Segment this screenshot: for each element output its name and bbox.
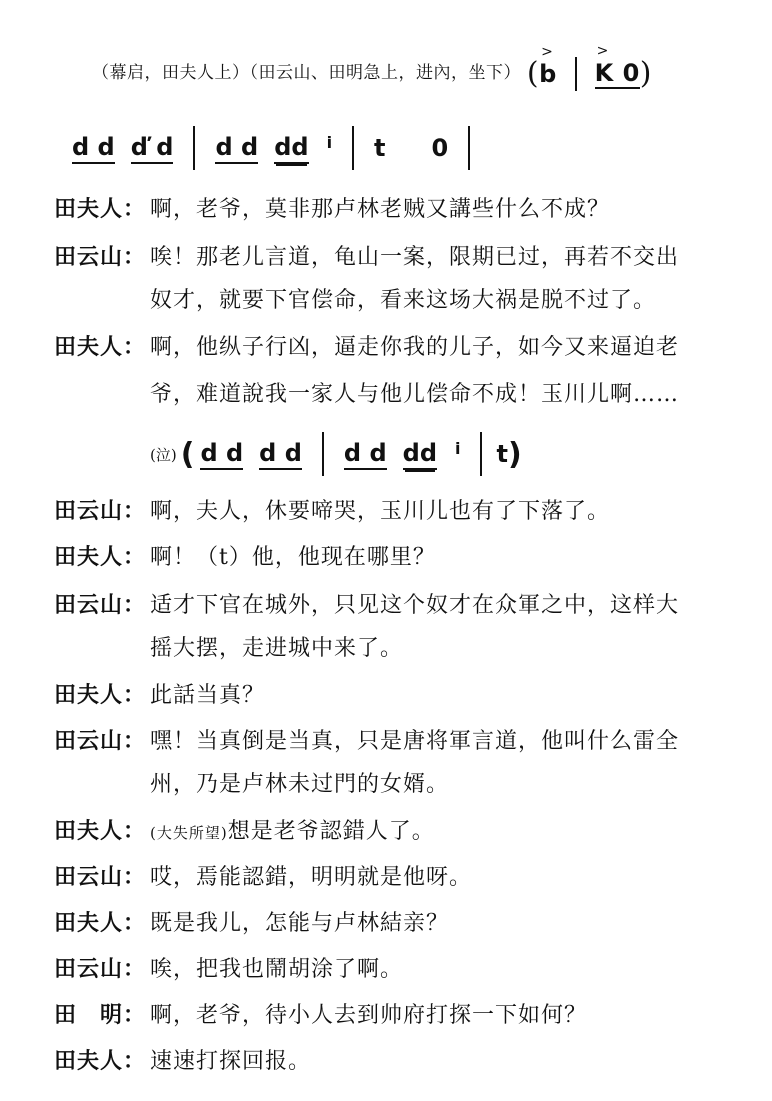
line-text: 嘿！当真倒是当真，只是唐将軍言道，他叫什么雷全 — [150, 729, 680, 754]
measure-bar — [322, 432, 324, 476]
speaker: 田夫人： — [54, 682, 147, 708]
percussion-notation-1 — [66, 126, 484, 170]
line-continuation: 奴才，就要下官偿命，看来这场大祸是脱不过了。 — [150, 288, 657, 313]
speaker: 田夫人： — [54, 334, 147, 360]
measure-bar — [480, 432, 482, 476]
measure-2 — [209, 133, 338, 164]
dialogue-line — [54, 806, 435, 858]
line-continuation: 摇大摆，走进城中来了。 — [150, 636, 404, 661]
dialogue-line — [54, 944, 403, 995]
notation-open-paren: ( — [180, 436, 195, 472]
speaker: 田云山： — [54, 864, 147, 890]
speaker: 田云山： — [54, 498, 147, 524]
percussion-close-paren: ) — [639, 56, 652, 91]
note-superscript: i — [326, 132, 333, 152]
line-text: 啊！（t）他，他现在哪里？ — [150, 545, 436, 570]
line-continuation: 爷，难道說我一家人与他儿偿命不成！玉川儿啊…… — [150, 382, 680, 407]
note: d d — [72, 133, 115, 164]
measure-bar — [352, 126, 354, 170]
speaker: 田云山： — [54, 956, 147, 982]
note: dd — [403, 439, 437, 470]
stage-direction-text: （幕启，田夫人上）（田云山、田明急上，进內，坐下） — [92, 63, 521, 83]
line-text: 啊，老爷，莫非那卢林老贼又講些什么不成？ — [150, 197, 611, 222]
dialogue-line — [54, 670, 265, 721]
accent-mark: > — [541, 43, 554, 60]
speaker: 田云山： — [54, 592, 147, 618]
note: 0 — [431, 134, 449, 162]
accent-mark: > — [596, 42, 609, 59]
stage-cue: (泣) — [150, 445, 177, 464]
percussion-note-k0: > K 0 — [594, 42, 640, 87]
dialogue-line — [54, 486, 610, 537]
dialogue-line — [54, 184, 610, 235]
line-text: 啊，夫人，休要啼哭，玉川儿也有了下落了。 — [150, 499, 611, 524]
speaker: 田夫人： — [54, 196, 147, 222]
note: d d — [215, 133, 258, 164]
line-text: 啊，他纵子行凶，逼走你我的儿子，如今又来逼迫老 — [150, 335, 680, 360]
note: dd — [274, 133, 308, 164]
note: t — [374, 134, 386, 162]
line-continuation: 州，乃是卢林未过門的女婿。 — [150, 772, 450, 797]
measure-2 — [338, 439, 467, 470]
measure-1 — [66, 133, 179, 164]
stage-cue: (大失所望) — [150, 824, 228, 842]
measure-1 — [194, 439, 307, 470]
notation-close-paren: ) — [507, 436, 522, 472]
percussion-open-paren: ( — [526, 56, 540, 91]
percussion-note-b: > b — [539, 43, 557, 88]
note: d d — [200, 439, 243, 470]
note: d d — [344, 439, 387, 470]
speaker: 田云山： — [54, 728, 147, 754]
dialogue-line — [54, 322, 679, 373]
line-text: 想是老爷認錯人了。 — [227, 819, 435, 844]
percussion-notation-2 — [150, 432, 522, 476]
speaker: 田夫人： — [54, 544, 147, 570]
note: t — [496, 440, 508, 468]
measure-bar — [468, 126, 470, 170]
measure-bar — [575, 57, 577, 91]
note: ď d — [131, 133, 174, 164]
measure-3 — [368, 134, 454, 162]
line-text: 啊，老爷，待小人去到帅府打探一下如何？ — [150, 1003, 588, 1028]
dialogue-line — [54, 990, 587, 1041]
note: d d — [259, 439, 302, 470]
dialogue-line — [54, 532, 436, 583]
speaker: 田夫人： — [54, 818, 147, 844]
measure-bar — [193, 126, 195, 170]
speaker: 田云山： — [54, 244, 147, 270]
note-superscript: i — [455, 438, 461, 458]
line-text: 既是我儿，怎能与卢林結亲？ — [150, 911, 450, 936]
line-text: 速速打探回报。 — [150, 1049, 312, 1074]
dialogue-line — [54, 1036, 311, 1087]
line-text: 唉，把我也鬧胡涂了啊。 — [150, 957, 404, 982]
speaker: 田夫人： — [54, 1048, 147, 1074]
speaker: 田 明： — [54, 1002, 147, 1028]
line-text: 哎，焉能認錯，明明就是他呀。 — [150, 865, 473, 890]
line-text: 此話当真？ — [150, 683, 266, 708]
stage-direction — [92, 42, 652, 91]
dialogue-line — [54, 852, 472, 903]
dialogue-line — [54, 898, 449, 949]
line-text: 适才下官在城外，只见这个奴才在众軍之中，这样大 — [150, 593, 680, 618]
speaker: 田夫人： — [54, 910, 147, 936]
line-text: 唉！那老儿言道，龟山一案，限期已过，再若不交出 — [150, 245, 680, 270]
